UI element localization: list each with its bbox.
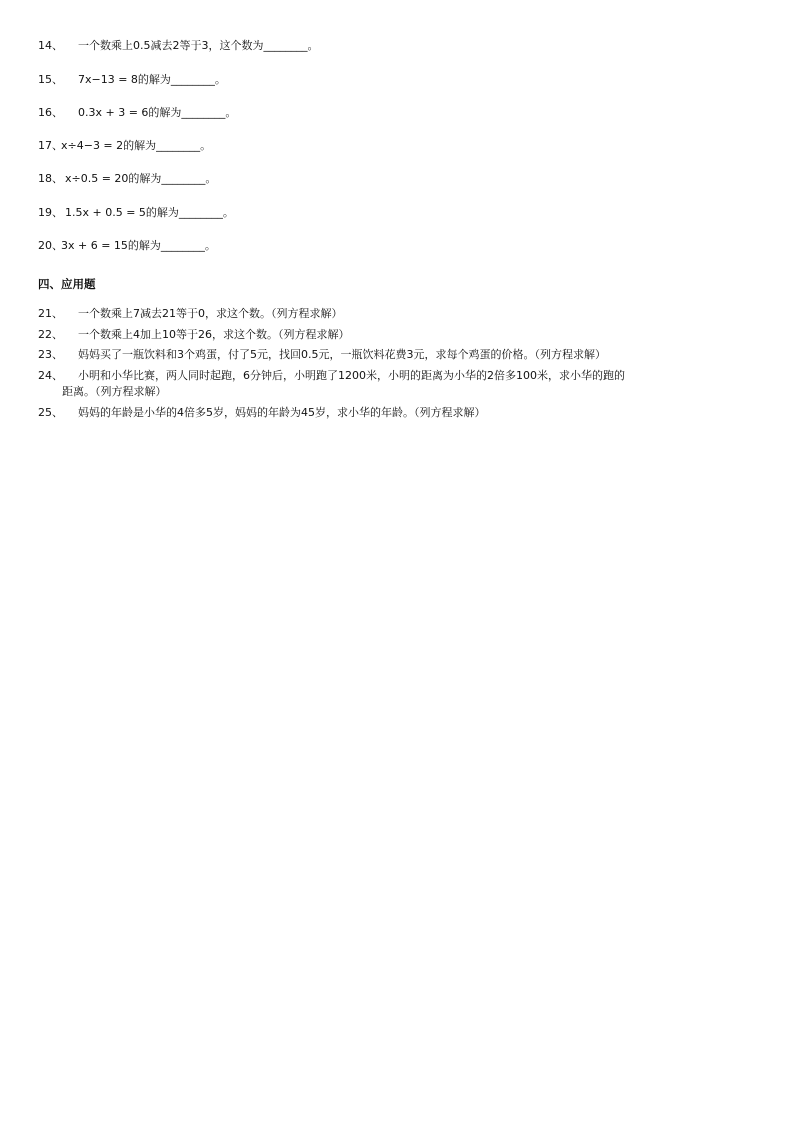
question-24-continuation: 距离。（列方程求解） bbox=[62, 385, 167, 398]
question-text: 一个数乘上0.5减去2等于3，这个数为________。 bbox=[78, 39, 319, 52]
question-number: 18、 bbox=[38, 172, 63, 185]
question-number: 21、 bbox=[38, 307, 63, 320]
question-22 bbox=[38, 328, 350, 342]
question-text: 妈妈买了一瓶饮料和3个鸡蛋，付了5元，找回0.5元，一瓶饮料花费3元，求每个鸡蛋的价格。（列方程求解） bbox=[78, 348, 606, 361]
question-number: 15、 bbox=[38, 73, 63, 86]
question-20 bbox=[38, 239, 216, 253]
question-number: 23、 bbox=[38, 348, 63, 361]
question-25 bbox=[38, 406, 486, 420]
question-24 bbox=[38, 369, 625, 383]
question-number: 14、 bbox=[38, 39, 63, 52]
question-15 bbox=[38, 73, 226, 87]
question-number: 25、 bbox=[38, 406, 63, 419]
question-17 bbox=[38, 139, 211, 153]
question-number: 24、 bbox=[38, 369, 63, 382]
question-18 bbox=[38, 172, 216, 186]
question-16 bbox=[38, 106, 236, 120]
question-text: 一个数乘上4加上10等于26，求这个数。（列方程求解） bbox=[78, 328, 350, 341]
question-21 bbox=[38, 307, 343, 321]
question-number: 20、 bbox=[38, 239, 63, 252]
question-text: x÷4−3 = 2的解为________。 bbox=[61, 139, 212, 152]
question-text: 7x−13 = 8的解为________。 bbox=[78, 73, 226, 86]
question-text: x÷0.5 = 20的解为________。 bbox=[65, 172, 217, 185]
question-number: 17、 bbox=[38, 139, 63, 152]
question-text: 小明和小华比赛，两人同时起跑，6分钟后，小明跑了1200米，小明的距离为小华的2倍多100米，求小华的跑的 bbox=[78, 369, 625, 382]
question-text: 3x + 6 = 15的解为________。 bbox=[61, 239, 216, 252]
section-heading: 四、应用题 bbox=[38, 277, 96, 291]
question-text: 0.3x + 3 = 6的解为________。 bbox=[78, 106, 237, 119]
question-text: 1.5x + 0.5 = 5的解为________。 bbox=[65, 206, 234, 219]
question-number: 22、 bbox=[38, 328, 63, 341]
question-number: 16、 bbox=[38, 106, 63, 119]
question-number: 19、 bbox=[38, 206, 63, 219]
question-14 bbox=[38, 39, 319, 53]
question-23 bbox=[38, 348, 606, 362]
question-text: 妈妈的年龄是小华的4倍多5岁，妈妈的年龄为45岁，求小华的年龄。（列方程求解） bbox=[78, 406, 486, 419]
question-19 bbox=[38, 206, 234, 220]
question-text: 一个数乘上7减去21等于0，求这个数。（列方程求解） bbox=[78, 307, 343, 320]
